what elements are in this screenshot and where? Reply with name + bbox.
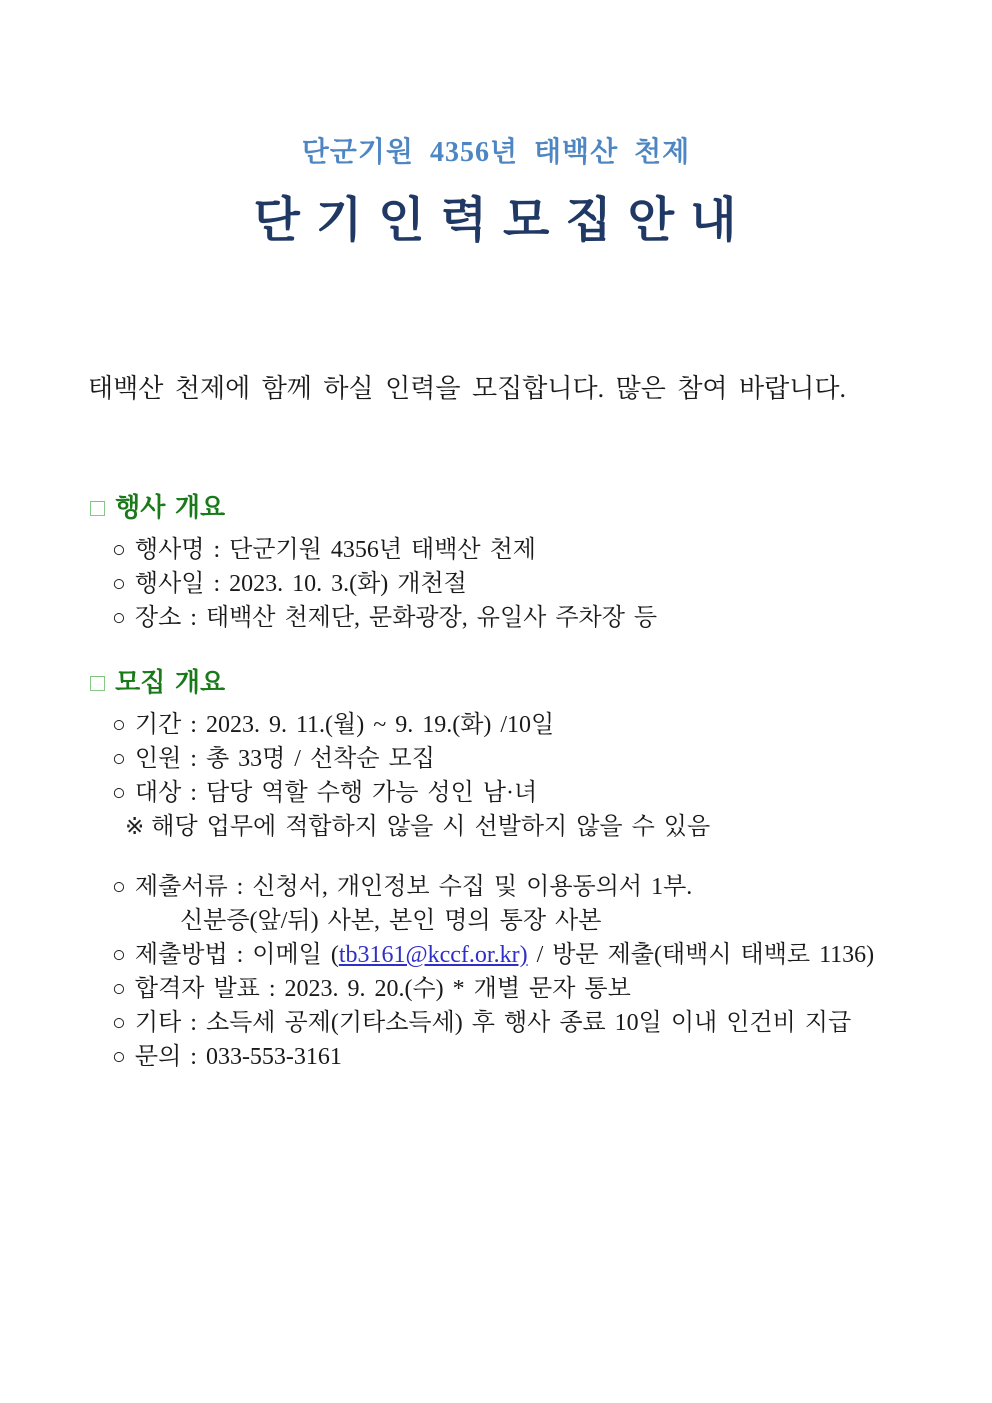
list-item xyxy=(112,708,992,742)
circle-bullet-icon: ○ xyxy=(112,1010,126,1035)
list-item-text xyxy=(135,942,874,968)
list-item-text: 대상 : 담당 역할 수행 가능 성인 남·녀 xyxy=(134,780,538,806)
list-item-text: 인원 : 총 33명 / 선착순 모집 xyxy=(134,746,435,772)
circle-bullet-icon: ○ xyxy=(112,537,126,562)
list-item xyxy=(112,601,992,635)
list-item-text: 기타 : 소득세 공제(기타소득세) 후 행사 종료 10일 이내 인건비 지급 xyxy=(134,1010,852,1036)
square-bullet-icon: □ xyxy=(90,670,106,697)
section-title: 모집 개요 xyxy=(115,668,226,697)
list-item xyxy=(112,776,992,810)
list-item-text: 행사일 : 2023. 10. 3.(화) 개천절 xyxy=(134,571,467,597)
reference-mark-icon: ※ xyxy=(125,814,145,839)
circle-bullet-icon: ○ xyxy=(112,1044,126,1069)
list-item-text: 제출서류 : 신청서, 개인정보 수집 및 이용동의서 1부. xyxy=(134,874,693,900)
list-item xyxy=(112,1006,992,1040)
intro-text: 태백산 천제에 함께 하실 인력을 모집합니다. 많은 참여 바랍니다. xyxy=(88,374,847,403)
circle-bullet-icon: ○ xyxy=(112,976,126,1001)
list-item-text: 신분증(앞/뒤) 사본, 본인 명의 통장 사본 xyxy=(180,908,602,934)
submission-suffix: / 방문 제출(태백시 태백로 1136) xyxy=(527,942,875,968)
section-header-recruit xyxy=(90,665,992,702)
section-header-event xyxy=(90,490,992,527)
note-item xyxy=(125,810,992,844)
list-item-text: 행사명 : 단군기원 4356년 태백산 천제 xyxy=(134,537,536,563)
event-rows xyxy=(0,533,992,635)
list-item-text: 문의 : 033-553-3161 xyxy=(134,1044,342,1070)
list-item-text: 장소 : 태백산 천제단, 문화광장, 유일사 주차장 등 xyxy=(134,605,658,631)
circle-bullet-icon: ○ xyxy=(112,780,126,805)
list-item-documents-continuation xyxy=(180,904,992,938)
list-item xyxy=(112,742,992,776)
circle-bullet-icon: ○ xyxy=(112,571,126,596)
email-link[interactable]: tb3161@kccf.or.kr) xyxy=(338,942,528,968)
list-item xyxy=(112,1040,992,1074)
note-text: 해당 업무에 적합하지 않을 시 선발하지 않을 수 있음 xyxy=(151,814,711,840)
circle-bullet-icon: ○ xyxy=(112,746,126,771)
circle-bullet-icon: ○ xyxy=(112,712,126,737)
recruit-rows xyxy=(0,708,992,1074)
section-recruit-overview xyxy=(0,665,992,1074)
circle-bullet-icon: ○ xyxy=(112,605,126,630)
square-bullet-icon: □ xyxy=(90,495,106,522)
list-item-documents xyxy=(112,870,992,904)
list-item xyxy=(112,972,992,1006)
list-item xyxy=(112,533,992,567)
document-subtitle: 단군기원 4356년 태백산 천제 xyxy=(301,137,691,168)
section-title: 행사 개요 xyxy=(115,493,226,522)
list-item-submission xyxy=(112,938,992,972)
submission-prefix: 제출방법 : 이메일 ( xyxy=(134,942,339,968)
list-item-text: 기간 : 2023. 9. 11.(월) ~ 9. 19.(화) /10일 xyxy=(134,712,555,738)
circle-bullet-icon: ○ xyxy=(112,874,126,899)
section-event-overview xyxy=(0,490,992,635)
page-title: 단 기 인 력 모 집 안 내 xyxy=(253,194,739,247)
list-item-text: 합격자 발표 : 2023. 9. 20.(수) * 개별 문자 통보 xyxy=(134,976,631,1002)
list-item xyxy=(112,567,992,601)
circle-bullet-icon: ○ xyxy=(112,942,126,967)
